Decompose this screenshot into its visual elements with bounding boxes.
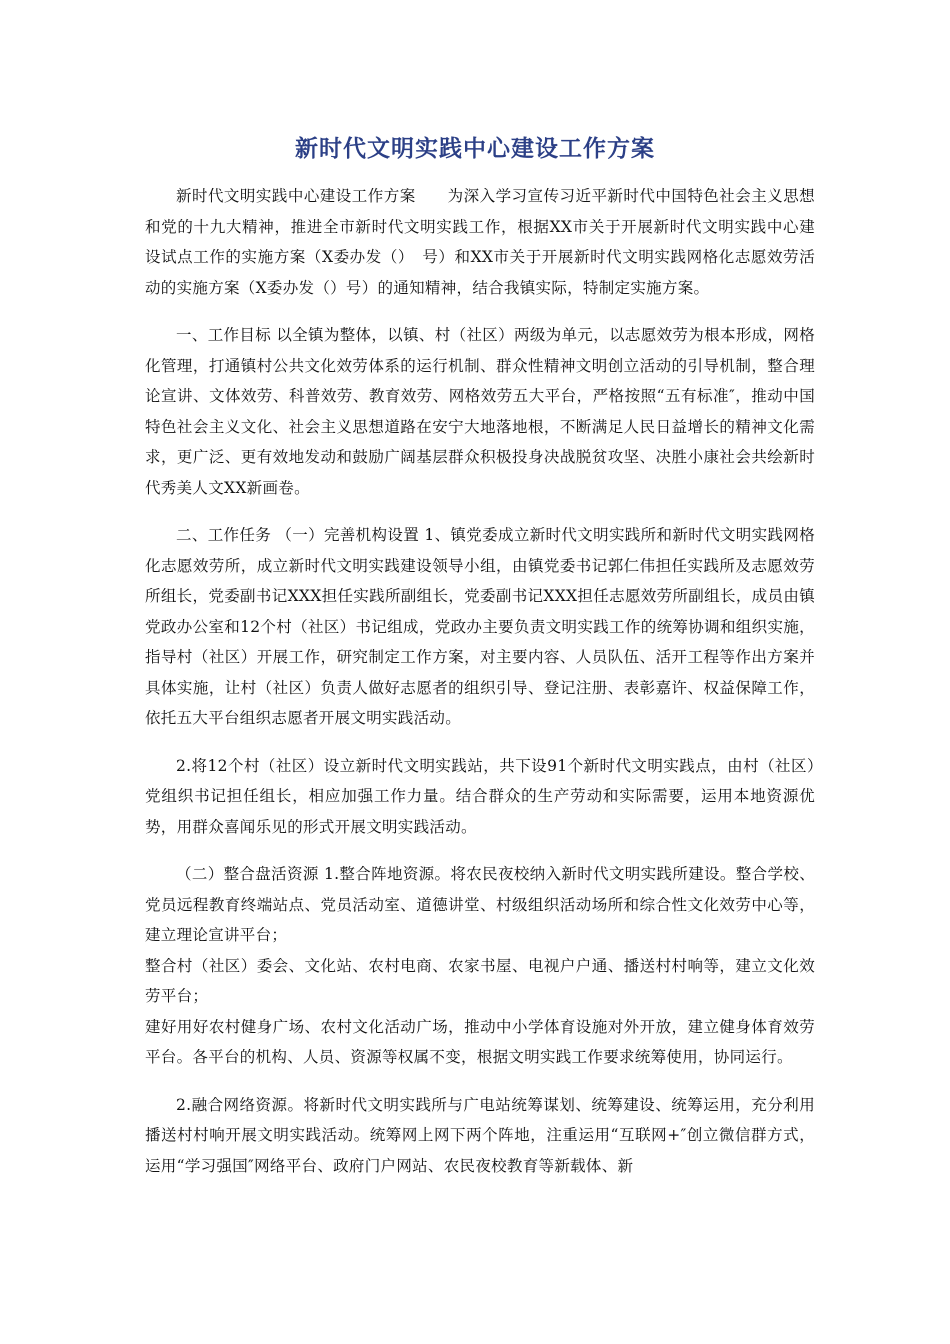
document-title: 新时代文明实践中心建设工作方案 xyxy=(295,136,655,162)
paragraph-work-goal: 一、工作目标 以全镇为整体，以镇、村（社区）两级为单元，以志愿效劳为根本形成，网格化管理，打通镇村公共文化效劳体系的运行机制、群众性精神文明创立活动的引导机制，整合理论宣讲、文体效劳、科普效劳、教育效劳、网格效劳五大平台，严格按照“五有标准″，推动中国特色社会主义文化、社会主义思想道路在安宁大地落地根，不断满足人民日益增长的精神文化需求，更广泛、更有效地发动和鼓励广阔基层群众积极投身决战脱贫攻坚、决胜小康社会共绘新时代秀美人文XX新画卷。 xyxy=(145,326,815,497)
paragraph-practice-stations: 2.将12个村（社区）设立新时代文明实践站，共下设91个新时代文明实践点，由村（社区）党组织书记担任组长，相应加强工作力量。结合群众的生产劳动和实际需要，运用本地资源优势，用群众喜闻乐见的形式开展文明实践活动。 xyxy=(145,756,815,836)
paragraph-network-resources: 2.融合网络资源。将新时代文明实践所与广电站统筹谋划、统筹建设、统筹运用，充分利用播送村村响开展文明实践活动。统筹网上网下两个阵地，注重运用“互联网+″创立微信群方式，运用“学习强国″网络平台、政府门户网站、农民夜校教育等新载体、新 xyxy=(145,1095,815,1175)
paragraph-culture-platform: 整合村（社区）委会、文化站、农村电商、农家书屋、电视户户通、播送村村响等，建立文化效劳平台； xyxy=(145,956,815,1005)
paragraph-fitness-platform: 建好用好农村健身广场、农村文化活动广场，推动中小学体育设施对外开放，建立健身体育效劳平台。各平台的机构、人员、资源等权属不变，根据文明实践工作要求统筹使用，协同运行。 xyxy=(145,1017,815,1066)
paragraph-integrate-resources: （二）整合盘活资源 1.整合阵地资源。将农民夜校纳入新时代文明实践所建设。整合学校、党员远程教育终端站点、党员活动室、道德讲堂、村级组织活动场所和综合性文化效劳中心等，建立理论宣讲平台； xyxy=(145,865,815,944)
paragraph-work-tasks: 二、工作任务 （一）完善机构设置 1、镇党委成立新时代文明实践所和新时代文明实践网格化志愿效劳所，成立新时代文明实践建设领导小组，由镇党委书记郭仁伟担任实践所及志愿效劳所组长，党委副书记XXX担任实践所副组长，党委副书记XXX担任志愿效劳所副组长，成员由镇党政办公室和12个村（社区）书记组成，党政办主要负责文明实践工作的统筹协调和组织实施，指导村（社区）开展工作，研究制定工作方案，对主要内容、人员队伍、活开工程等作出方案并具体实施，让村（社区）负责人做好志愿者的组织引导、登记注册、表彰嘉许、权益保障工作，依托五大平台组织志愿者开展文明实践活动。 xyxy=(145,526,815,727)
document-body xyxy=(145,181,815,1198)
paragraph-intro: 新时代文明实践中心建设工作方案 为深入学习宣传习近平新时代中国特色社会主义思想和党的十九大精神，推进全市新时代文明实践工作，根据XX市关于开展新时代文明实践中心建设试点工作的实施方案（X委办发（） 号）和XX市关于开展新时代文明实践网格化志愿效劳活动的实施方案（X委办发（）号）的通知精神，结合我镇实际，特制定实施方案。 xyxy=(145,187,815,297)
